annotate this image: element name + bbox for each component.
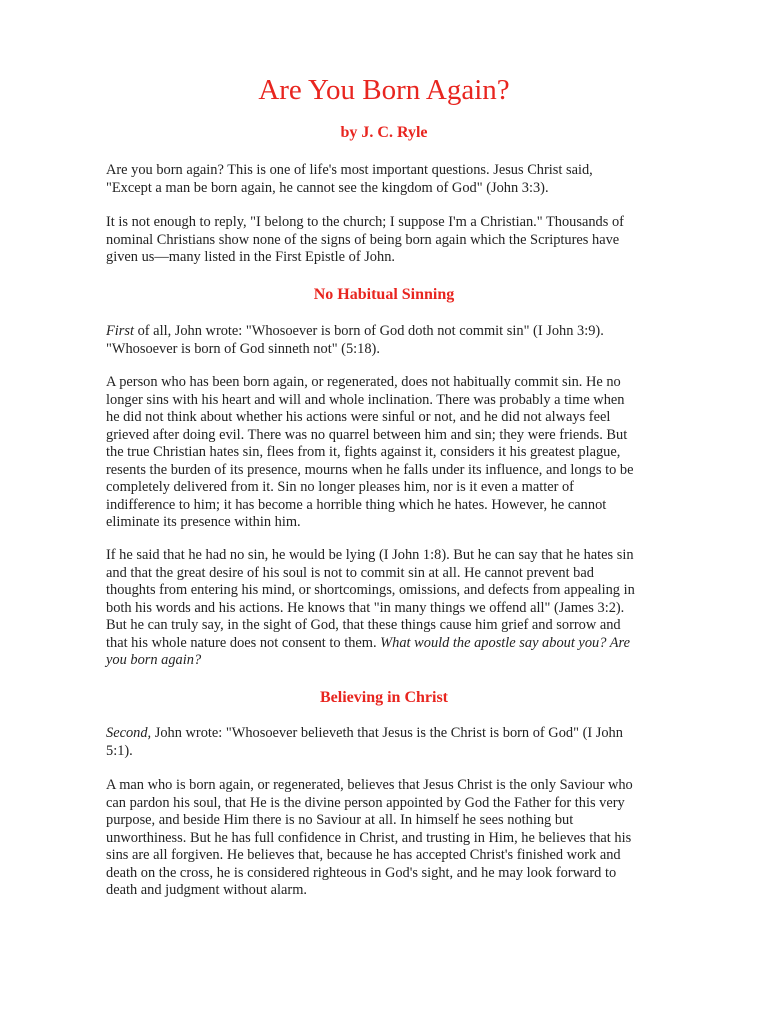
text-line: But he can truly say, in the sight of God, that these things cause him grief and sorrow and bbox=[106, 617, 621, 633]
text-line: the true Christian hates sin, flees from it, fights against it, considers it his greatest plague, bbox=[106, 444, 621, 460]
emphasis-question: What would the apostle say about you? Are bbox=[380, 634, 630, 651]
no-sin-paragraph bbox=[106, 547, 662, 670]
text-line: both his words and his actions. He knows that "in many things we offend all" (James 3:2). bbox=[106, 599, 625, 616]
text-line bbox=[106, 725, 662, 743]
text-line: "Except a man be born again, he cannot see the kingdom of God" (John 3:3). bbox=[106, 179, 549, 196]
intro-paragraph bbox=[106, 162, 662, 197]
text-line: nominal Christians show none of the signs of being born again which the Scriptures have bbox=[106, 231, 620, 248]
text-line: It is not enough to reply, "I belong to the church; I suppose I'm a Christian." Thousands of bbox=[106, 214, 624, 230]
text-line: he did not think about whether his actions were sinful or not, and he did not always feel bbox=[106, 409, 611, 425]
second-point-paragraph bbox=[106, 725, 662, 760]
text-line: indifference to him; it has become a horrible thing which he hates. However, he cannot bbox=[106, 496, 607, 513]
text-line: eliminate its presence within him. bbox=[106, 514, 301, 530]
text-line: "Whosoever is born of God sinneth not" (5:18). bbox=[106, 340, 380, 357]
text-line: death on the cross, he is considered righteous in God's sight, and he may look forward to bbox=[106, 864, 617, 881]
emphasis-question: you born again? bbox=[106, 652, 202, 668]
section-heading-no-habitual-sinning: No Habitual Sinning bbox=[313, 286, 455, 303]
section-heading-believing-in-christ: Believing in Christ bbox=[319, 689, 448, 706]
emphasis-second: Second, bbox=[106, 725, 152, 741]
text-line: If he said that he had no sin, he would be lying (I John 1:8). But he can say that he hates sin bbox=[106, 547, 634, 563]
believes-paragraph bbox=[106, 777, 662, 900]
regenerated-paragraph bbox=[106, 374, 662, 532]
text-line: and that the great desire of his soul is not to commit sin at all. He cannot prevent bad bbox=[106, 564, 594, 581]
text-line: grieved after doing evil. There was no quarrel between him and sin; they were friends. But bbox=[106, 426, 628, 443]
author-byline: by J. C. Ryle bbox=[340, 124, 428, 141]
text-line bbox=[106, 635, 662, 653]
text-line bbox=[106, 323, 662, 341]
text-line: completely delivered from it. Sin no longer pleases him, nor is it even a matter of bbox=[106, 479, 574, 495]
page-title: Are You Born Again? bbox=[258, 74, 510, 106]
text-line: sins are all forgiven. He believes that, because he has accepted Christ's finished work and bbox=[106, 847, 621, 863]
text-line: given us—many listed in the First Epistle of John. bbox=[106, 249, 395, 265]
text-fragment: of all, John wrote: "Whosoever is born of God doth not commit sin" (I John 3:9). bbox=[134, 323, 604, 339]
text-line bbox=[106, 652, 662, 670]
second-paragraph bbox=[106, 214, 662, 267]
text-fragment: that his whole nature does not consent to them. bbox=[106, 634, 381, 651]
text-line: longer sins with his heart and will and whole inclination. There was probably a time when bbox=[106, 391, 625, 408]
first-point-paragraph bbox=[106, 323, 662, 358]
text-line: Are you born again? This is one of life's most important questions. Jesus Christ said, bbox=[106, 162, 593, 178]
emphasis-first: First bbox=[106, 323, 134, 339]
text-line: A person who has been born again, or regenerated, does not habitually commit sin. He no bbox=[106, 374, 621, 390]
text-line: thoughts from entering his mind, or shortcomings, omissions, and defects from appealing in bbox=[106, 582, 635, 598]
text-line: can pardon his soul, that He is the divine person appointed by God the Father for this very bbox=[106, 794, 625, 811]
text-fragment: John wrote: "Whosoever believeth that Jesus is the Christ is born of God" (I John bbox=[151, 725, 623, 741]
text-line: purpose, and beside Him there is no Saviour at all. In himself he sees nothing but bbox=[106, 812, 574, 828]
text-line: resents the burden of its presence, mourns when he falls under its influence, and longs to be bbox=[106, 461, 634, 478]
text-line: unworthiness. But he has full confidence in Christ, and trusting in Him, he believes that his bbox=[106, 829, 632, 846]
text-line: A man who is born again, or regenerated, believes that Jesus Christ is the only Saviour who bbox=[106, 777, 633, 793]
text-line: 5:1). bbox=[106, 742, 133, 759]
text-line: death and judgment without alarm. bbox=[106, 882, 308, 898]
